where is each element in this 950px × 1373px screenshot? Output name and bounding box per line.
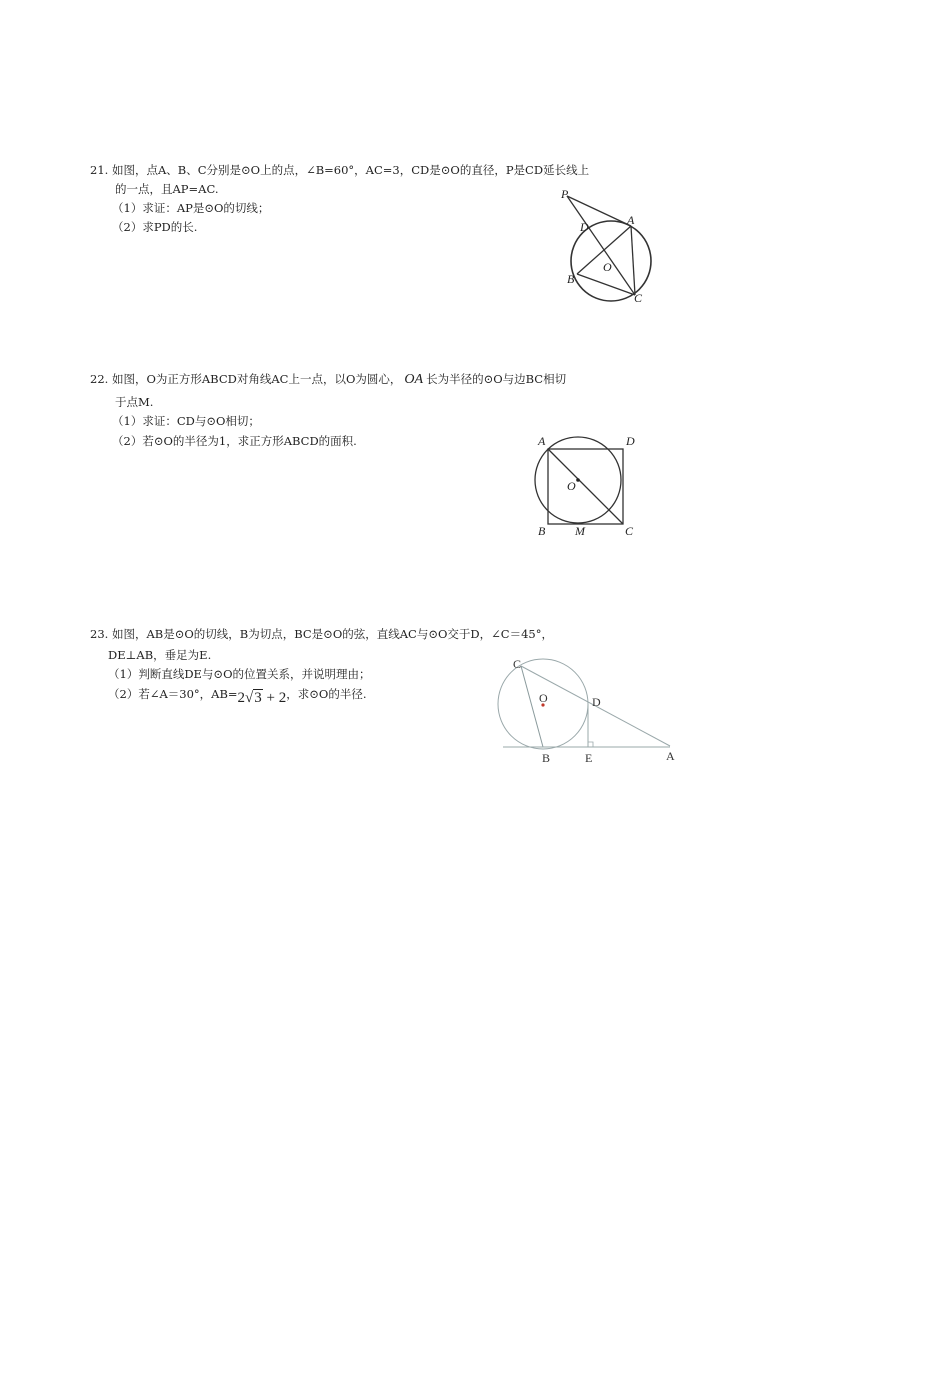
problem-21-number: 21. [90, 163, 109, 177]
problem-22-text-1a: 如图，O为正方形ABCD对角线AC上一点，以O为圆心， [111, 372, 402, 386]
problem-22-text-1b: 长为半径的⊙O与边BC相切 [426, 372, 567, 386]
problem-23-part-2-text-a: （2）若∠A＝30°，AB= [108, 687, 238, 701]
fig22-label-m: M [575, 524, 585, 538]
problem-23-part-2-text-b: ，求⊙O的半径. [286, 687, 367, 701]
fig23-label-e: E [585, 751, 593, 765]
problem-23-line-1 [90, 626, 553, 642]
problem-23-math-ab-value: 2√3 + 2 [237, 690, 287, 706]
fig22-label-c: C [625, 524, 634, 538]
problem-21-part-2: （2）求PD的长. [112, 220, 198, 234]
problem-22-math-oa: OA [404, 372, 424, 387]
problem-22-figure [530, 432, 650, 542]
fig23-label-c: C [513, 657, 522, 671]
fig22-label-o: O [567, 479, 576, 493]
problem-23-text-1: 如图，AB是⊙O的切线，B为切点，BC是⊙O的弦，直线AC与⊙O交于D，∠C＝45°， [111, 627, 553, 641]
fig22-label-b: B [538, 524, 546, 538]
problem-23-line-2: DE⊥AB，垂足为E. [108, 648, 212, 662]
problem-23-number: 23. [90, 627, 109, 641]
fig21-label-a: A [627, 213, 635, 227]
fig22-label-a: A [538, 434, 546, 448]
fig21-label-d: D [580, 220, 589, 234]
problem-21-line-1 [90, 162, 589, 178]
fig23-label-a: A [666, 749, 675, 763]
problem-22-line-2: 于点M. [115, 395, 154, 409]
fig22-label-d: D [626, 434, 635, 448]
fig23-label-o: O [539, 691, 548, 705]
fig21-label-p: P [561, 187, 569, 201]
fig21-label-b: B [567, 272, 575, 286]
problem-21-figure [555, 188, 675, 308]
problem-22-line-1 [90, 371, 566, 388]
problem-22-part-1: （1）求证：CD与⊙O相切； [112, 414, 260, 428]
problem-21-text-1: 如图，点A、B、C分别是⊙O上的点，∠B=60°，AC=3，CD是⊙O的直径，P是CD延长线上 [111, 163, 590, 177]
problem-21-line-2: 的一点，且AP=AC. [115, 182, 219, 196]
problem-22-number: 22. [90, 372, 109, 386]
problem-21-part-1: （1）求证：AP是⊙O的切线； [112, 201, 270, 215]
fig23-label-d: D [592, 695, 601, 709]
fig23-label-b: B [542, 751, 551, 765]
problem-23-part-1: （1）判断直线DE与⊙O的位置关系，并说明理由； [108, 667, 371, 681]
problem-23-figure [495, 656, 685, 766]
problem-22-part-2: （2）若⊙O的半径为1，求正方形ABCD的面积. [112, 434, 357, 448]
problem-23-part-2 [108, 686, 367, 706]
fig21-label-c: C [634, 291, 643, 305]
fig21-label-o: O [603, 260, 612, 274]
